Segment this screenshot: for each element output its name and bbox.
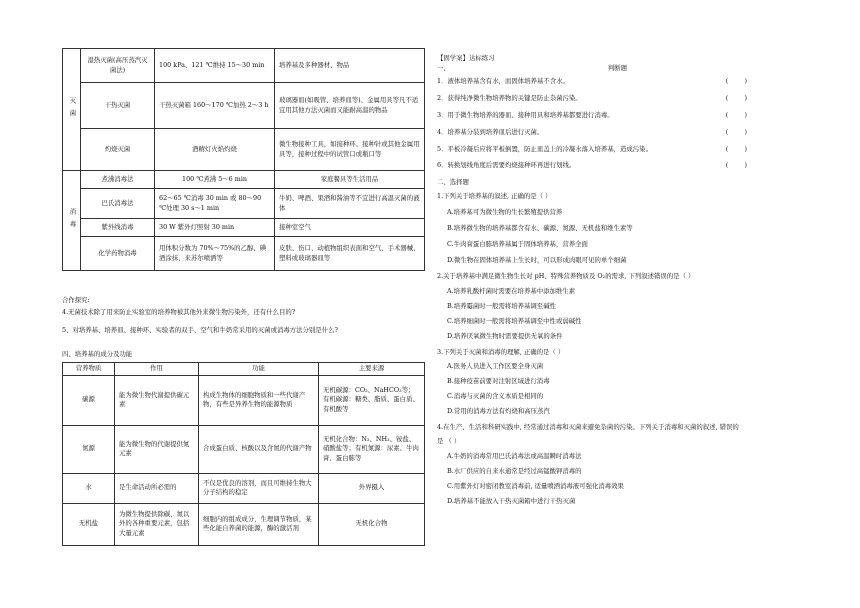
option-d: D.培养厌氧微生物时需要提供无氧的条件 bbox=[447, 331, 563, 340]
option-b: B.培养霉菌时一般需将培养基调至碱性 bbox=[447, 301, 556, 310]
judgment-item bbox=[437, 145, 747, 155]
answer-blank: ( ) bbox=[725, 161, 747, 170]
cooperation-heading: 合作探究: bbox=[62, 296, 90, 304]
table-row bbox=[63, 49, 425, 83]
condition-cell: 用体积分数为 70%～75%的乙醇、碘酒涂抹，来苏尔喷洒等 bbox=[155, 237, 275, 271]
part2-title: 二、选择题 bbox=[437, 178, 469, 187]
practice-section bbox=[437, 54, 747, 507]
condition-cell: 酒精灯火焰灼烧 bbox=[155, 129, 275, 171]
role-cell: 是生命活动所必需的 bbox=[115, 473, 199, 503]
object-cell: 玻璃器皿(如吸管、培养皿等)、金属用具等凡不适宜用其他方法灭菌而又能耐高温的物品 bbox=[275, 83, 425, 129]
judgment-text: 5．平板冷凝后应将平板倒置，防止皿盖上的冷凝水落入培养基，造成污染。 bbox=[437, 144, 652, 153]
question-stem: 1.下列关于培养基的叙述, 正确的是（ ） bbox=[437, 192, 552, 201]
answer-blank: ( ) bbox=[725, 127, 747, 136]
answer-blank: ( ) bbox=[725, 144, 747, 153]
question-5: 5、对培养基、培养皿、接种环、实验者的双手、空气和牛奶常采用的灭菌或消毒方法分别是什么? bbox=[62, 326, 338, 334]
table-row bbox=[63, 473, 425, 503]
function-cell: 合成蛋白质、核酸以及含氮的代谢产物 bbox=[199, 425, 319, 473]
option-d: D.培养基不能放入干热灭菌箱中进行干热灭菌 bbox=[447, 496, 576, 505]
object-cell: 牛奶、啤酒、果酒和酱油等不宜进行高温灭菌的液体 bbox=[275, 189, 425, 219]
object-cell: 培养基及多种器材、物品 bbox=[275, 49, 425, 83]
table-row bbox=[63, 189, 425, 219]
judgment-text: 4．培养基分装到培养皿后进行灭菌。 bbox=[437, 127, 544, 136]
condition-cell: 100 kPa、121 ℃维持 15～30 min bbox=[155, 49, 275, 83]
choice-question bbox=[437, 423, 747, 507]
judgment-item bbox=[437, 111, 747, 121]
source-cell: 无机碳源：CO₂、NaHCO₃等；有机碳源：糖类、脂质、蛋白质、有机酸等 bbox=[319, 375, 425, 425]
method-cell: 紫外线消毒 bbox=[81, 219, 155, 237]
condition-cell: 62～65 ℃消毒 30 min 或 80～90 ℃处理 30 s～1 min bbox=[155, 189, 275, 219]
judgment-item bbox=[437, 128, 747, 138]
judgment-text: 3．用于微生物培养的器皿、接种用具和培养基都要进行消毒。 bbox=[437, 110, 614, 119]
source-cell: 无机化合物 bbox=[319, 503, 425, 545]
choice-question bbox=[437, 272, 747, 342]
option-b: B.培养微生物的培养基都含有水、碳源、氮源、无机盐和维生素等 bbox=[447, 224, 633, 233]
option-d: D.微生物在固体培养基上生长时，可以形成肉眼可见的单个细菌 bbox=[447, 255, 627, 264]
table-row bbox=[63, 171, 425, 189]
judgment-item bbox=[437, 161, 747, 171]
role-cell: 能为微生物代谢提供碳元素 bbox=[115, 375, 199, 425]
section-4-title: 四、培养基的成分及功能 bbox=[62, 350, 133, 358]
method-cell: 化学药物消毒 bbox=[81, 237, 155, 271]
question-stem-cont: 是 （ ） bbox=[437, 437, 461, 446]
judgment-text: 2．获得纯净微生物培养物的关键是防止杂菌污染。 bbox=[437, 93, 582, 102]
nutrient-cell: 碳源 bbox=[63, 375, 115, 425]
table-row bbox=[63, 83, 425, 129]
method-cell: 湿热灭菌(高压蒸汽灭菌法) bbox=[81, 49, 155, 83]
category-cell: 灭菌 bbox=[63, 49, 81, 171]
choice-question bbox=[437, 192, 747, 266]
answer-blank: ( ) bbox=[725, 110, 747, 119]
judgment-item bbox=[437, 77, 747, 87]
option-c: C.用紫外灯对密闭教室消毒前, 适量喷洒消毒液可强化消毒效果 bbox=[447, 481, 624, 490]
nutrient-cell: 水 bbox=[63, 473, 115, 503]
table-row bbox=[63, 219, 425, 237]
option-c: C.牛肉膏蛋白胨培养基属于固体培养基，营养全面 bbox=[447, 240, 588, 249]
nutrient-table bbox=[62, 362, 425, 546]
condition-cell: 干热灭菌箱 160～170 ℃加热 2～3 h bbox=[155, 83, 275, 129]
part1-number: 一、 bbox=[437, 63, 450, 72]
answer-blank: ( ) bbox=[725, 76, 747, 85]
function-cell: 不仅是优良的溶剂，而且可维持生物大分子结构的稳定 bbox=[199, 473, 319, 503]
object-cell: 微生物接种工具，如接种环、接种针或其他金属用具等，接种过程中的试管口或瓶口等 bbox=[275, 129, 425, 171]
choice-question bbox=[437, 348, 747, 418]
question-stem: 3.下列关于灭菌和消毒的理解, 正确的是（ ） bbox=[437, 347, 565, 356]
question-stem: 4.在生产、生活和科研实践中, 经常通过消毒和灭菌来避免杂菌的污染。下列关于消毒和灭菌的叙述, 错误的 bbox=[437, 423, 739, 432]
object-cell: 家庭餐具等生活用品 bbox=[275, 171, 425, 189]
judgment-text: 6．转换划线角度后需要灼烧接种环再进行划线。 bbox=[437, 161, 576, 170]
nutrient-cell: 无机盐 bbox=[63, 503, 115, 545]
judgment-list bbox=[437, 77, 747, 172]
source-cell: 外界摄入 bbox=[319, 473, 425, 503]
option-a: A.医务人员进入工作区要全身灭菌 bbox=[447, 362, 544, 371]
option-d: D.常用的消毒方法有灼烧和高压蒸汽 bbox=[447, 407, 550, 416]
object-cell: 接种室空气 bbox=[275, 219, 425, 237]
source-cell: 无机化合物：N₂、NH₃、铵盐、硝酸盐等；有机氮源：尿素、牛肉膏、蛋白胨等 bbox=[319, 425, 425, 473]
function-cell: 构成生物体的细胞物质和一些代谢产物，有些是异养生物的能源物质 bbox=[199, 375, 319, 425]
table-row bbox=[63, 129, 425, 171]
header-nutrient: 营养物质 bbox=[63, 363, 115, 376]
object-cell: 皮肤、伤口、动植物组织表面和空气、手术器械、塑料或玻璃器皿等 bbox=[275, 237, 425, 271]
sterilization-table bbox=[62, 48, 425, 271]
practice-title: 【固学案】达标练习 bbox=[437, 54, 495, 62]
option-b: B.水厂供应的自来水通常是经过高锰酸钾消毒的 bbox=[447, 466, 582, 475]
option-a: A.牛奶的消毒常用巴氏消毒法或高温瞬时消毒法 bbox=[447, 451, 582, 460]
judgment-heading bbox=[437, 64, 747, 74]
role-cell: 为微生物提供除碳、氮以外的各种重要元素，包括大量元素 bbox=[115, 503, 199, 545]
method-cell: 巴氏消毒法 bbox=[81, 189, 155, 219]
role-cell: 能为微生物的代谢提供氮元素 bbox=[115, 425, 199, 473]
condition-cell: 30 W 紫外灯照射 30 min bbox=[155, 219, 275, 237]
option-c: C.消毒与灭菌的含义本质是相同的 bbox=[447, 392, 544, 401]
header-role: 作用 bbox=[115, 363, 199, 376]
method-cell: 灼烧灭菌 bbox=[81, 129, 155, 171]
table-row bbox=[63, 237, 425, 271]
method-cell: 煮沸消毒法 bbox=[81, 171, 155, 189]
table-header-row bbox=[63, 363, 425, 376]
header-function: 功能 bbox=[199, 363, 319, 376]
table-row bbox=[63, 425, 425, 473]
method-cell: 干热灭菌 bbox=[81, 83, 155, 129]
judgment-item bbox=[437, 94, 747, 104]
header-source: 主要来源 bbox=[319, 363, 425, 376]
judgment-text: 1．液体培养基含有水，而固体培养基不含水。 bbox=[437, 76, 569, 85]
table-row bbox=[63, 375, 425, 425]
answer-blank: ( ) bbox=[725, 93, 747, 102]
question-4: 4.无菌技术除了用来防止实验室的培养物被其他外来微生物污染外，还有什么目的? bbox=[62, 308, 296, 316]
question-stem: 2.关于培养基中满足微生物生长对 pH、特殊营养物质及 O₂的需求, 下列叙述错误的是（ ） bbox=[437, 271, 695, 280]
part1-title: 判断题 bbox=[607, 63, 627, 72]
table-row bbox=[63, 503, 425, 545]
category-cell: 消毒 bbox=[63, 171, 81, 271]
nutrient-cell: 氮源 bbox=[63, 425, 115, 473]
function-cell: 细胞内的组成成分，生理调节物质，某些化能自养菌的能源，酶的激活剂 bbox=[199, 503, 319, 545]
option-a: A.培养基可为微生物的生长繁殖提供营养 bbox=[447, 208, 563, 217]
option-a: A.培养乳酸杆菌时需要在培养基中添加维生素 bbox=[447, 286, 576, 295]
option-b: B.接种疫苗前要对注射区域进行消毒 bbox=[447, 377, 550, 386]
option-c: C.培养细菌时一般需将培养基调至中性或弱碱性 bbox=[447, 316, 582, 325]
condition-cell: 100 ℃煮沸 5～6 min bbox=[155, 171, 275, 189]
